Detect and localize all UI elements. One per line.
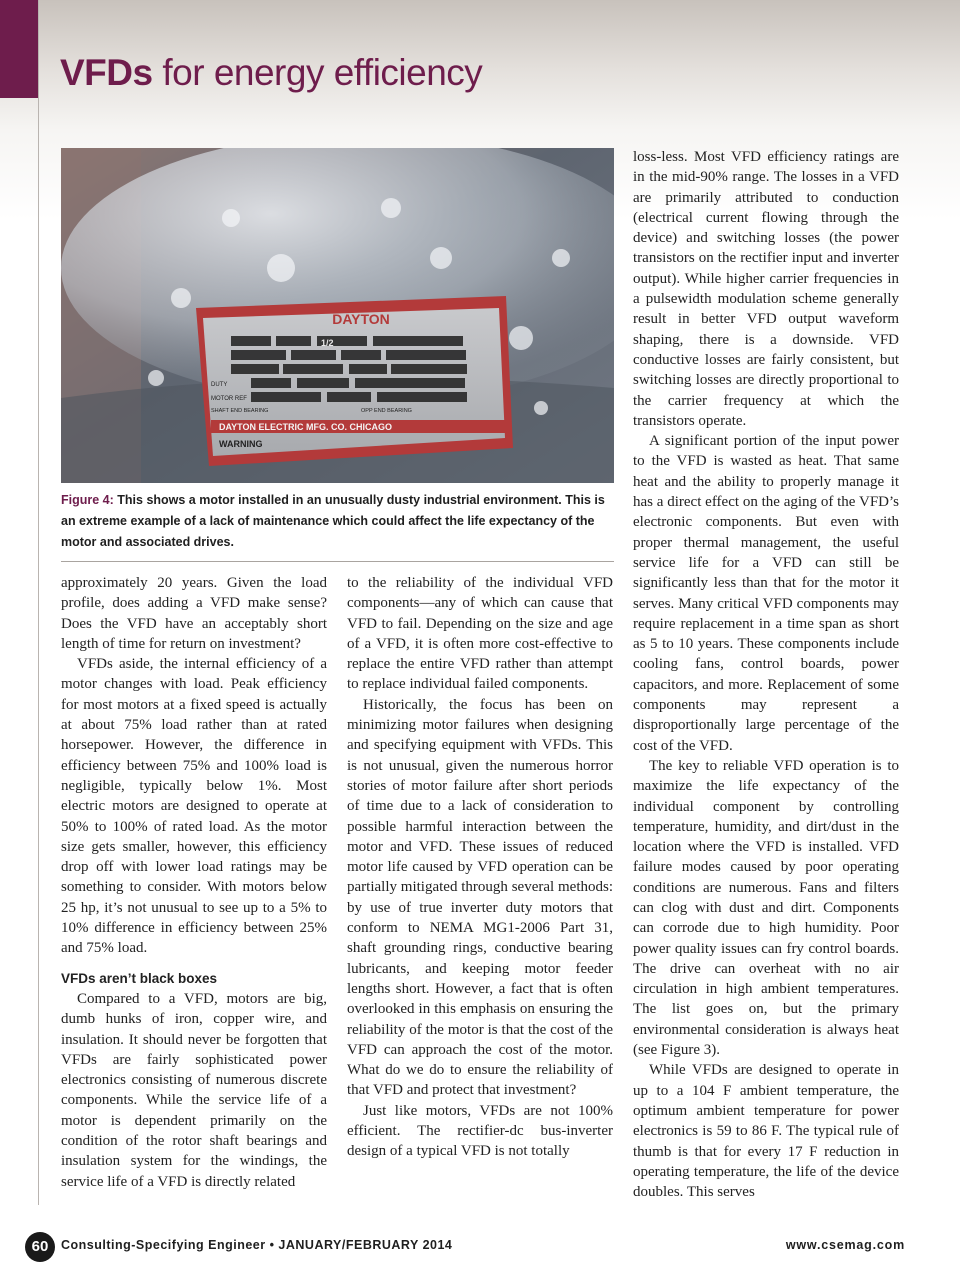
title-bold: VFDs [60, 52, 153, 93]
nameplate-company-line: DAYTON ELECTRIC MFG. CO. CHICAGO [219, 422, 393, 432]
website-link[interactable]: www.csemag.com [785, 1238, 905, 1252]
header-accent-bar [0, 0, 38, 98]
nameplate-opp-end-label: OPP END BEARING [361, 408, 412, 414]
title-rest: for energy efficiency [152, 52, 483, 93]
paragraph: VFDs aside, the internal efficiency of a motor changes with load. Peak efficiency for most motors at a fixed speed is actually at about 75% load rather than at rated horsepower. However, the difference in efficiency between 75% and 100% load is negligible, typically below 1%. Most electric motors are designed to operate at 50% to 100% of rated load. As the motor size gets smaller, however, this efficiency drop off with lower load ratings may be something to consider. With motors below 25 hp, it’s not unusual to see up to a 5% to 10% difference in efficiency between 25% and 75% load. [61, 656, 327, 957]
paragraph: loss-less. Most VFD efficiency ratings are in the mid-90% range. The losses in a VFD are primarily attributed to conduction (electrical current flowing through the device) and switching losses (the power transistors on the rectifier input and inverter output). While higher carrier frequencies in a pulsewidth modulation scheme generally result in better VFD output waveform shaping, there is a downside. VFD conductive losses are fairly consistent, but switching losses are directly proportional to the carrier frequency at which the transistors operate. [633, 149, 899, 429]
paragraph: approximately 20 years. Given the load profile, does adding a VFD make sense? Does the VFD have an acceptably short length of time for return on investment? [61, 575, 327, 652]
paragraph: Compared to a VFD, motors are big, dumb hunks of iron, copper wire, and insulation. It should never be forgotten that VFDs are fairly sophisticated power electronics consisting of numerous discrete components. While the service life of a motor is dependent primarily on the condition of the rotor shaft bearings and insulation system for the windings, the service life of a VFD is directly related [61, 990, 327, 1190]
page-number: 60 [25, 1232, 55, 1262]
dusty-motor-illustration [61, 148, 614, 483]
text-column-2 [347, 573, 613, 1162]
page-footer [25, 1232, 905, 1262]
publication-line: Consulting-Specifying Engineer • JANUARY/FEBRUARY 2014 [61, 1238, 453, 1252]
margin-rule [38, 0, 39, 1205]
section-heading: VFDs aren’t black boxes [61, 970, 218, 986]
nameplate-duty-label: DUTY [211, 382, 228, 388]
paragraph: While VFDs are designed to operate in up to a 104 F ambient temperature, the optimum ambient temperature for power electronics is 59 to 86 F. The typical rule of thumb is that for every 17 F reduction in operating temperature, the life of the device doubles. This serves [633, 1062, 899, 1201]
nameplate-maker: DAYTON [332, 311, 390, 327]
caption-divider [61, 561, 614, 562]
figure-4-photo [61, 148, 614, 483]
paragraph: The key to reliable VFD operation is to maximize the life expectancy of the individual component by controlling temperature, humidity, and dirt/dust in the location where the VFD is installed. VFD failure modes caused by poor operating conditions are numerous. Fans and filters can clog with dust and dirt. Components can corrode due to high humidity. Poor power quality issues can fry control boards. The drive can overheat with no air circulation in high ambient temperatures. The list goes on, but the primary environmental consideration is always heat (see Figure 3). [633, 757, 899, 1059]
motor-nameplate [196, 296, 513, 466]
nameplate-hp: 1/2 [321, 338, 334, 348]
paragraph: Historically, the focus has been on minimizing motor failures when designing and specifying equipment with VFDs. This is not unusual, given the numerous horror stories of motor failure after short periods of time due to a lack of consideration to possible harmful interaction between the motor and VFD. These issues of reduced motor life caused by VFD operation can be partially mitigated through several methods: by use of true inverter duty motors that conform to NEMA MG1-2006 Part 31, shaft grounding rings, conductive bearing lubricants, and keeping motor feeder lengths short. However, a fact that is often overlooked in this emphasis on ensuring the reliability of the motor is that the cost of the VFD can approach the cost of the motor. What do we do to ensure the reliability of that VFD and protect that investment? [347, 696, 613, 1099]
paragraph: Just like motors, VFDs are not 100% efficient. The rectifier-dc bus-inverter design of a typical VFD is not totally [347, 1102, 613, 1160]
figure-caption [61, 490, 614, 553]
nameplate-shaft-end-label: SHAFT END BEARING [211, 408, 269, 414]
figure-caption-text: This shows a motor installed in an unusually dusty industrial environment. This is an extreme example of a lack of maintenance which could affect the life expectancy of the motor and associated drives. [61, 493, 605, 549]
text-column-3 [633, 147, 899, 1202]
nameplate-warning: WARNING [219, 439, 263, 449]
nameplate-motor-ref-label: MOTOR REF [211, 396, 247, 402]
text-column-1 [61, 573, 327, 1192]
page-title [60, 52, 482, 94]
paragraph: to the reliability of the individual VFD components—any of which can cause that VFD to fail. Depending on the size and age of a VFD, it is often more cost-effective to replace the entire VFD rather than attempt to replace individual failed components. [347, 575, 613, 693]
figure-caption-label: Figure 4: [61, 493, 114, 507]
paragraph: A significant portion of the input power to the VFD is wasted as heat. That same heat and the ability to properly manage it has a direct effect on the aging of the VFD’s electronic components. But even with proper thermal management, the useful service life for a VFD can still be significantly less than that for the motor it serves. Many critical VFD components may require replacement in a time span as short as 5 to 10 years. These components include cooling fans, control boards, power capacitors, and more. Replacement of some components may represent a disproportionally large percentage of the cost of the VFD. [633, 433, 899, 754]
